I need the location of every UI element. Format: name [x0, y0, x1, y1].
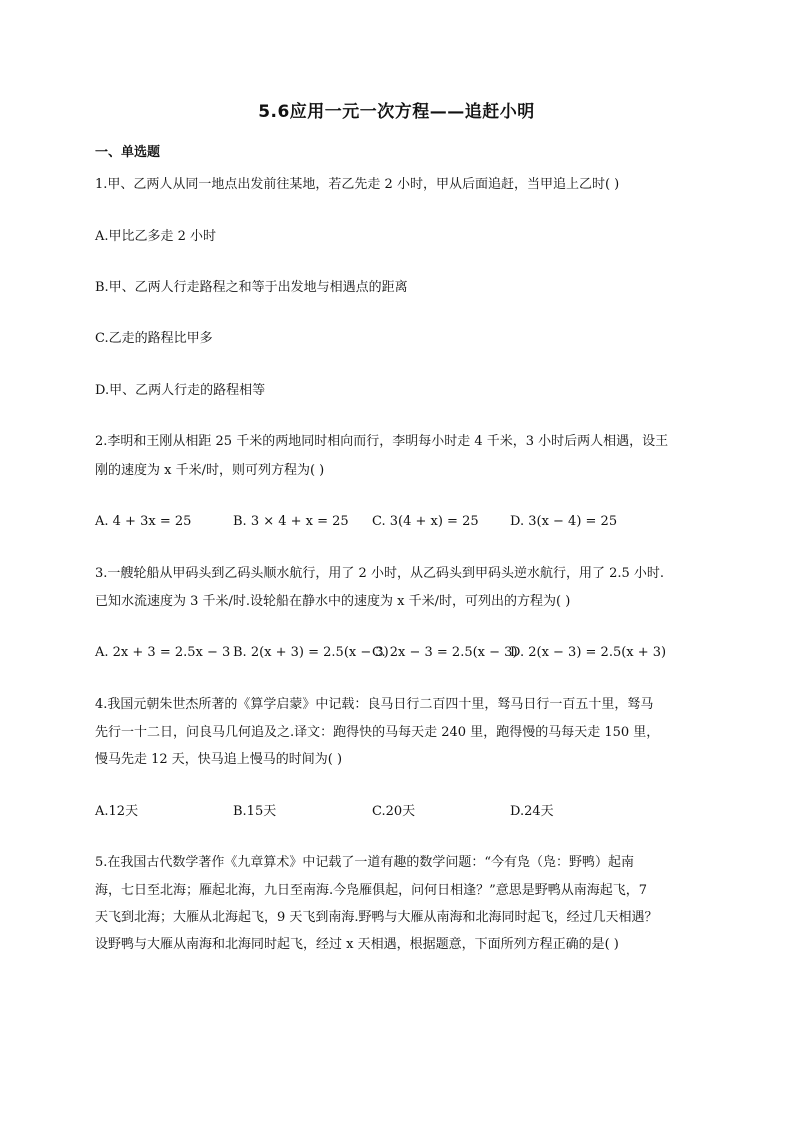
question-1-stem: 1.甲、乙两人从同一地点出发前往某地，若乙先走 2 小时，甲从后面追赶，当甲追上乙时( )	[95, 177, 620, 192]
question-5-line-3: 天飞到北海；大雁从北海起飞，9 天飞到南海.野鸭与大雁从南海和北海同时起飞，经过几天相遇？	[95, 910, 658, 925]
question-2-option-c: C. 3(4 + x) = 25	[372, 514, 479, 529]
question-4-line-3: 慢马先走 12 天，快马追上慢马的时间为( )	[95, 752, 343, 767]
page-title: 5.6应用一元一次方程——追赶小明	[258, 102, 535, 122]
question-3-option-b: B. 2(x + 3) = 2.5(x − 3)	[233, 645, 389, 660]
question-3-option-d: D. 2(x − 3) = 2.5(x + 3)	[510, 645, 667, 660]
question-5-line-1: 5.在我国古代数学著作《九章算术》中记载了一道有趣的数学问题：“今有凫（凫：野鸭）起南	[95, 855, 635, 870]
question-4-option-b: B.15天	[233, 804, 277, 819]
question-5-line-4: 设野鸭与大雁从南海和北海同时起飞，经过 x 天相遇，根据题意，下面所列方程正确的是( )	[95, 937, 619, 952]
question-5-line-2: 海，七日至北海；雁起北海，九日至南海.今凫雁俱起，问何日相逢？”意思是野鸭从南海起飞，7	[95, 883, 648, 898]
question-1-option-c: C.乙走的路程比甲多	[95, 331, 213, 346]
question-2-option-d: D. 3(x − 4) = 25	[510, 514, 618, 529]
question-2-option-a: A. 4 + 3x = 25	[95, 514, 192, 529]
question-4-line-1: 4.我国元朝朱世杰所著的《算学启蒙》中记载：良马日行二百四十里，驽马日行一百五十里，驽马	[95, 697, 654, 712]
question-4-option-a: A.12天	[95, 804, 139, 819]
question-4-option-d: D.24天	[510, 804, 554, 819]
question-2-option-b: B. 3 × 4 + x = 25	[233, 514, 349, 529]
question-2-line-2: 刚的速度为 x 千米/时，则可列方程为( )	[95, 463, 325, 478]
question-1-option-b: B.甲、乙两人行走路程之和等于出发地与相遇点的距离	[95, 280, 408, 295]
question-2-line-1: 2.李明和王刚从相距 25 千米的两地同时相向而行，李明每小时走 4 千米，3 小时后两人相遇，设王	[95, 434, 669, 449]
question-1-option-d: D.甲、乙两人行走的路程相等	[95, 383, 266, 398]
question-3-line-2: 已知水流速度为 3 千米/时.设轮船在静水中的速度为 x 千米/时，可列出的方程为( )	[95, 594, 571, 609]
question-3-line-1: 3.一艘轮船从甲码头到乙码头顺水航行，用了 2 小时，从乙码头到甲码头逆水航行，用了 2.5 小时.	[95, 566, 665, 581]
question-4-line-2: 先行一十二日，问良马几何追及之.译文：跑得快的马每天走 240 里，跑得慢的马每天走 150 里，	[95, 725, 660, 740]
question-1-option-a: A.甲比乙多走 2 小时	[95, 229, 217, 244]
question-4-option-c: C.20天	[372, 804, 416, 819]
question-3-option-a: A. 2x + 3 = 2.5x − 3	[95, 645, 231, 660]
section-heading: 一、单选题	[95, 145, 161, 160]
question-3-option-c: C. 2x − 3 = 2.5(x − 3)	[372, 645, 518, 660]
